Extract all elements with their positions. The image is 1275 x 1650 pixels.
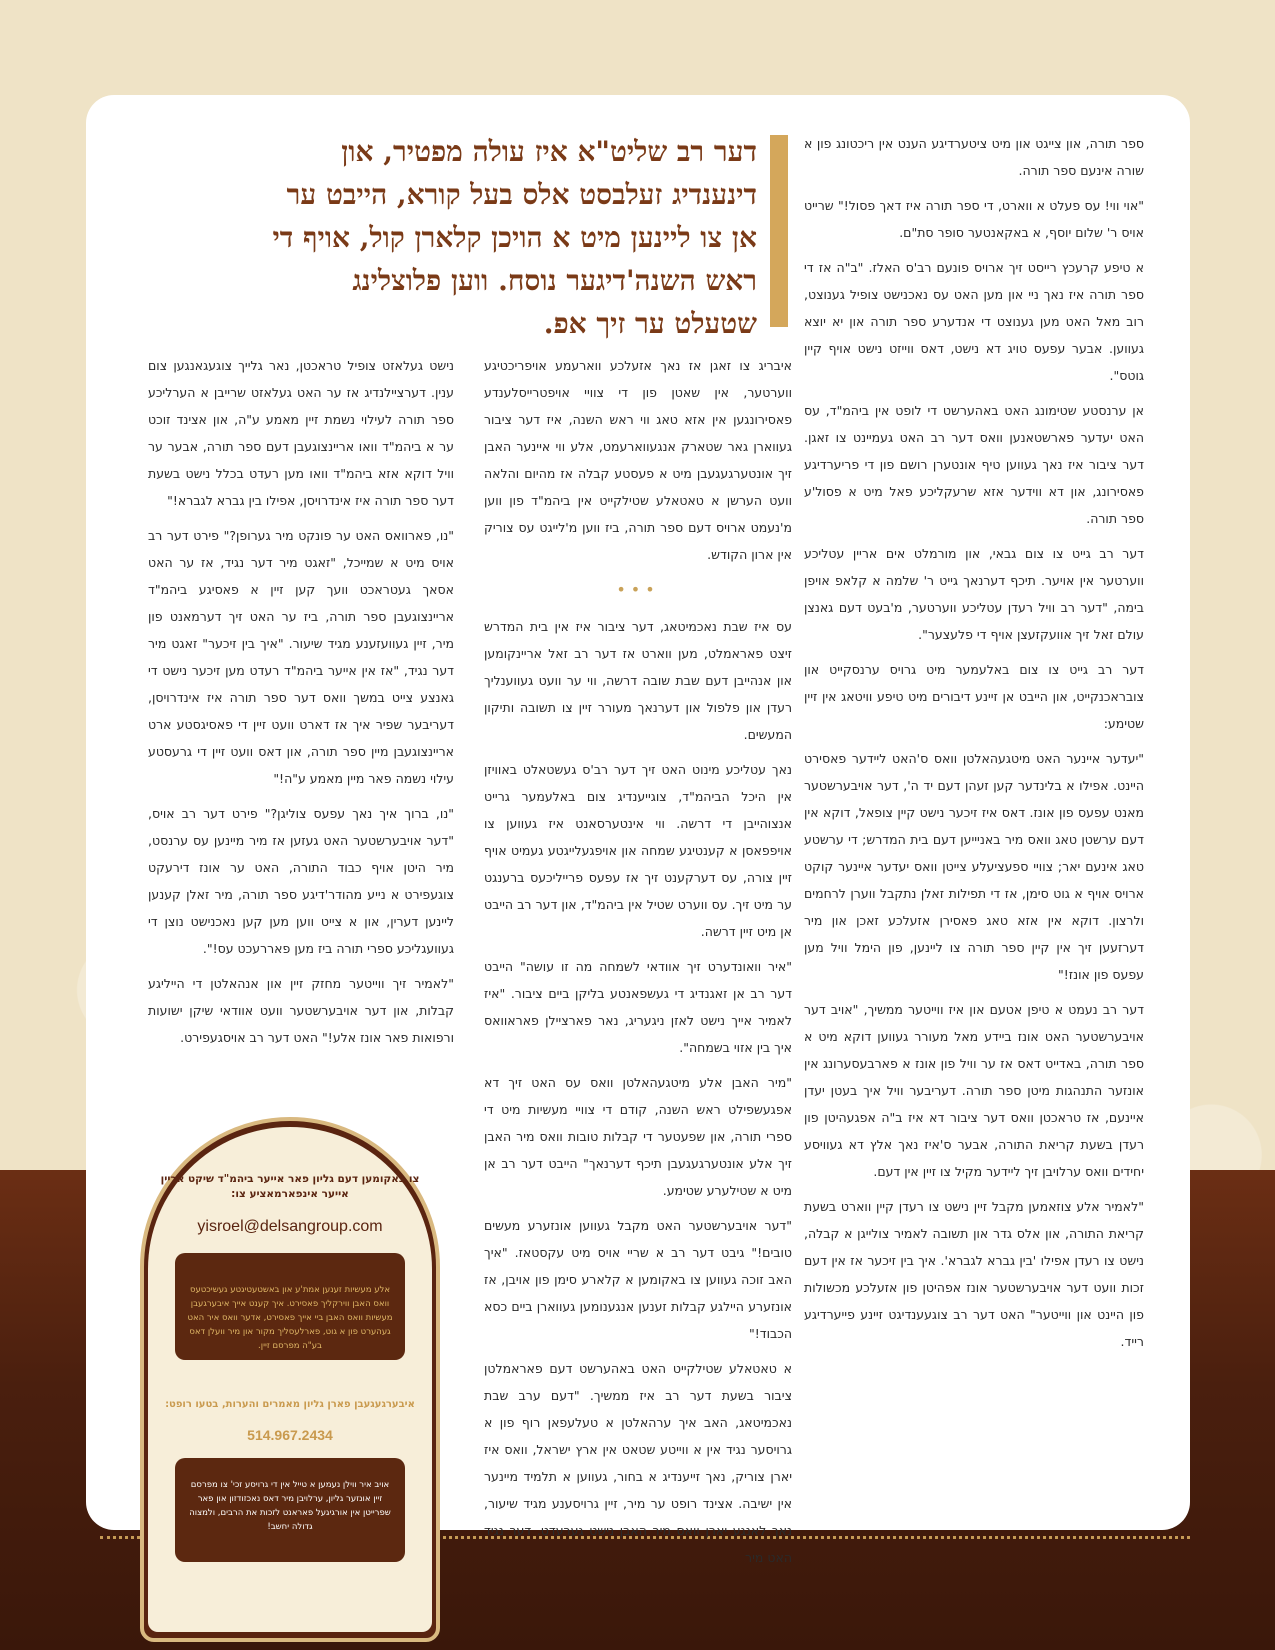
paragraph: "נו, ברוך איך נאך עפעס צוליגן?" פירט דער רב אויס, "דער אויבערשטער האט געזען אז מיר מיינען עס ערנסט, מיר היטן אויף כבוד התורה, האט ער אונז דירעקט צוגעפירט א נייע מהודר'דיגע ספר תורה, מיר זאלן קענען ליינען דערין, און א צייט ווען מען קען נאכנישט נוצן די געוועגליכע ספרי תורה ביז מען פאררעכט עס!". bbox=[148, 806, 454, 956]
paragraph: אן ערנסטע שטימונג האט באהערשט די לופט אין ביהמ"ד, עס האט יעדער פארשטאנען וואס דער רב האט געמיינט צו זאגן. דער ציבור איז נאך געווען טיף אונטערן רושם פון די פריערדיגע פאסירונג, און דא ווידער אזא שרעקליכע פאל מיט א פסול'ע ספר תורה. bbox=[804, 403, 1144, 526]
paragraph: עס איז שבת נאכמיטאג, דער ציבור איז אין בית המדרש זיצט פאראמלט, מען ווארט אז דער רב זאל אריינקומען און אנהייבן דעם שבת שובה דרשה, ווי ער וועט געווענליך רעדן און פלפול און דערנאך מעורר זיין צו תשובה ותיקון המעשים. bbox=[484, 619, 792, 742]
paragraph: דער רב גייט צו צום גבאי, און מורמלט אים אריין עטליכע ווערטער אין אויער. תיכף דערנאך גייט ר' שלמה א קלאפ אויפן בימה, "דער רב וויל רעדן עטליכע ווערטער, מ'בעט דעם גאנצן עולם זאל זיך אוועקזעצן אויף די פלעצער". bbox=[804, 546, 1144, 642]
paragraph: "מיר האבן אלע מיטגעהאלטן וואס עס האט זיך דא אפגעשפילט ראש השנה, קודם די צוויי מעשיות מיט די ספרי תורה, און שפעטער די קבלות טובות וואס מיר האבן זיך אלע אונטערגעגעבן תיכף דערנאך" הייבט דער רב אן מיט א שטילערע שטימע. bbox=[484, 1075, 792, 1198]
article-column-left bbox=[148, 352, 454, 1059]
phone-number[interactable]: 514.967.2434 bbox=[247, 1427, 333, 1443]
article-column-middle bbox=[484, 352, 792, 1579]
article-column-right bbox=[804, 130, 1144, 1363]
stories-notice-text: אלע מעשיות זענען אמת'ע און באשטעטיגטע געשיכטעס וואס האבן ווירקליך פאסירט. איך קענט אייך איבערגעבן מעשיות וואס האבן ביי אייך פאסירט, אדער וואס איר האט געהערט פון א גוט, פארלעסליך מקור און מיר וועלן דאס בע"ה מפרסם זיין. bbox=[187, 1285, 393, 1351]
paragraph: דער רב גייט צו צום באלעמער מיט גרויס ערנסקייט און צובראכנקייט, און הייבט אן זיינע דיבורים מיט טיפע וויטאג אין זיין שטימע: bbox=[804, 662, 1144, 731]
paragraph: "נו, פארוואס האט ער פונקט מיר גערופן?" פירט דער רב אויס מיט א שמייכל, "זאגט מיר דער נגיד, אז ער האט אסאך געטראכט וועך קען זיין א פאסיגע ביהמ"ד אריינצוגעבן ספר תורה, ביז ער האט זיך דערמאנט פון מיר, זיין געוועזענע מגיד שיעור. "איך בין זיכער" זאגט מיר דער נגיד, "אז אין אייער ביהמ"ד רעדט מען זיכער נישט די גאנצע צייט במשך וואס דער ספר תורה איז אינדרויסן, דעריבער שפיר איך אז דארט וועט זיין די פאסיגסטע ארט אריינצוגעבן מיין ספר תורה, און דאס וועט זיין די גרעסטע עילוי נשמה פאר מיין מאמע ע"ה!" bbox=[148, 528, 454, 786]
paragraph: נאך עטליכע מינוט האט זיך דער רב'ס געשטאלט באוויזן אין היכל הביהמ"ד, צוגייענדיג צום באלעמער גרייט אנצוהייבן די דרשה. ווי אינטערסאנט איז געווען צו אויפפאסן א קענטיגע שמחה און אויפגעלייגטע געמיט אויף זיין צורה, עס דערקענט זיך אז עפעס פרייליכעס ברענגט ער מיט זיך. עס ווערט שטיל אין ביהמ"ד, און דער רב הייבט אן מיט זיין דרשה. bbox=[484, 762, 792, 939]
paragraph: "יעדער איינער האט מיטגעהאלטן וואס ס'האט ליידער פאסירט היינט. אפילו א בלינדער קען זעהן דעם יד ה', דער אויבערשטער מאנט עפעס פון אונז. דאס איז זיכער נישט קיין צופאל, דוקא אין דעם ערשטן טאג וואס מיר באניייען דעם בית המדרש; די ערשטע טאג אינעם יאר; צוויי ספעציעלע צייטן וואס יעדער איינער קוקט ארויס אויף א גוט סימן, אז די תפילות זאלן נתקבל ווערן לרחמים ולרצון. דוקא אין אזא טאג פאסירן אזעלכע זאכן און מיר דערזעען זיך אין קיין ספר תורה צו ליינען, פון הימל וויל מען עפעס פון אונז!" bbox=[804, 751, 1144, 982]
subscribe-heading: צו באקומען דעם גליון פאר אייער ביהמ"ד שיקט אריין אייער אינפארמאציע צו: bbox=[160, 1173, 420, 1200]
paragraph: "לאמיר אלע צוזאמען מקבל זיין נישט צו רעדן קיין ווארט בשעת קריאת התורה, און אלס גדר און תשובה לאמיר צולייגן א קבלה, נישט צו רעדן אפילו 'בין גברא לגברא'. איך בין זיכער אז אין דעם זכות וועט דער אויבערשטער אונז אפהיטן פון אזעלכע מכשולות פון היינט און ווייטער" האט דער רב צוגעענדיגט זיינע פייערדיגע רייד. bbox=[804, 1199, 1144, 1349]
paragraph: "דער אויבערשטער האט מקבל געווען אונזערע מעשים טובים!" גיבט דער רב א שריי אויס מיט עקסטאז. "איך האב זוכה געווען צו באקומען א קלארע סימן פון אויבן, אז אונזערע היילגע קבלות זענען אנגענומען געווארן ביים כסא הכבוד!" bbox=[484, 1218, 792, 1341]
paragraph: ספר תורה, און צייגט און מיט ציטערדיגע הענט אין ריכטונג פון א שורה אינעם ספר תורה. bbox=[804, 136, 1144, 178]
paragraph: נישט געלאזט צופיל טראכטן, נאר גלייך צוגעגאנגען צום ענין. דערציילנדיג אז ער האט געלאזט שרייבן א הערליכע ספר תורה לעילוי נשמת זיין מאמע ע"ה, און אצינד זוכט ער א ביהמ"ד וואו אריינצוגעבן דעם ספר תורה, אבער ער וויל דוקא אזא ביהמ"ד וואו מען רעדט בכלל נישט בשעת דער ספר תורה איז אינדרויסן, אפילו בין גברא לגברא!" bbox=[148, 358, 454, 508]
sponsor-notice-text: אויב איר ווילן נעמען א טייל אין די גרויסע זכי' צו מפרסם זיין אונזער גליון, ערלויבן מיר דאס נאכזודזון און פאר שפרייטן אין אורגיגעל פאראנט לזכות את הרבים, ולמצוה גדולה יחשב! bbox=[189, 1480, 391, 1532]
headline-accent-bar bbox=[770, 135, 788, 327]
tips-label: איבערגעגעבן פארן גליון מאמרים והערות, בטעו רופט: bbox=[165, 1399, 415, 1410]
email-link[interactable]: yisroel@delsangroup.com bbox=[197, 1218, 383, 1235]
paragraph: א טאטאלע שטילקייט האט באהערשט דעם פאראמלטן ציבור בשעת דער רב איז ממשיך. "דעם ערב שבת נאכמיטאג, האב איך ערהאלטן א טעלעפאן רוף פון א גרויסער נגיד אין א ווייטע שטאט אין ארץ ישראל, וואס איז יארן צוריק, נאך זייענדיג א בחור, געווען א תלמיד מיינער אין ישיבה. אצינד רופט ער מיר, זיין גרויסענע מגיד שיעור, נאך לאנגע יארן וואס מיר האבן נישט גערעדט. דער נגיד האט מיר bbox=[484, 1361, 792, 1565]
paragraph: "לאמיר זיך ווייטער מחזק זיין און אנהאלטן די הייליגע קבלות, און דער אויבערשטער וועט אוודאי שיקן ישועות ורפואות פאר אונז אלע!" האט דער רב אויסגעפירט. bbox=[148, 976, 454, 1045]
headline-quote: דער רב שליט"א איז עולה מפטיר, און דינענדיג זעלבסט אלס בעל קורא, הייבט ער אן צו ליינען מיט א הויכן קלארן קול, אויף די ראש השנה'דיגער נוסח. ווען פלוצלינג שטעלט ער זיך אפ. bbox=[272, 135, 757, 340]
paragraph: דער רב נעמט א טיפן אטעם און איז ווייטער ממשיך, "אויב דער אויבערשטער האט אונז ביידע מאל מעורר געווען דוקא מיט א ספר תורה, באדייט דאס אז ער וויל פון אונז א פארבעסערונג אין אונזער התנהגות מיטן ספר תורה. דעריבער וויל איך בעטן יעדן איינעם, אז טראכטן וואס דער ציבור דא איז ב"ה אפגעהיטן פון רעדן בשעת קריאת התורה, אבער ס'איז נאך אלץ דא געוויסע יחידים וואס ערלויבן זיך ליידער מקיל צו זיין אין דעם. bbox=[804, 1002, 1144, 1179]
paragraph: א טיפע קרעכץ רייסט זיך ארויס פונעם רב'ס האלז. "ב"ה אז די ספר תורה איז נאך ניי און מען האט עס נאכנישט צופיל גענוצט, רוב מאל האט מען גענוצט די אנדערע ספר תורה און יא יוצא געווען. אבער עפעס טויג דא נישט, דאס ווייזט נישט אויף קיין גוטס". bbox=[804, 260, 1144, 383]
paragraph: "איר וואונדערט זיך אוודאי לשמחה מה זו עושה" הייבט דער רב אן זאגנדיג די געשפאנטע בליקן ביים ציבור. "איז לאמיר אייך נישט לאזן ניגעריג, נאר פארציילן פאראוואס איך בין אזוי בשמחה". bbox=[484, 959, 792, 1055]
paragraph: "אוי ווי! עס פעלט א ווארט, די ספר תורה איז דאך פסול!" שרייט אויס ר' שלום יוסף, א באקאנטער סופר סת"ם. bbox=[804, 198, 1144, 240]
paragraph: איבריג צו זאגן אז נאך אזעלכע ווארעמע אויפריכטיגע ווערטער, אין שאטן פון די צוויי אויפטרייסלענדע פאסירונגען אין אזא טאג ווי ראש השנה, איז דער ציבור געווארן גאר שטארק אנגעווארעמט, אלע ווי איינער האבן זיך אונטערגעגעבן מיט א פעסטע קבלה אז מהיום והלאה וועט הערשן א טאטאלע שטילקייט אין ביהמ"ד פון ווען מ'נעמט ארויס דעם ספר תורה, ביז ווען מ'לייגט עס צוריק אין ארון הקודש. bbox=[484, 358, 792, 562]
section-separator: ••• bbox=[616, 580, 660, 599]
